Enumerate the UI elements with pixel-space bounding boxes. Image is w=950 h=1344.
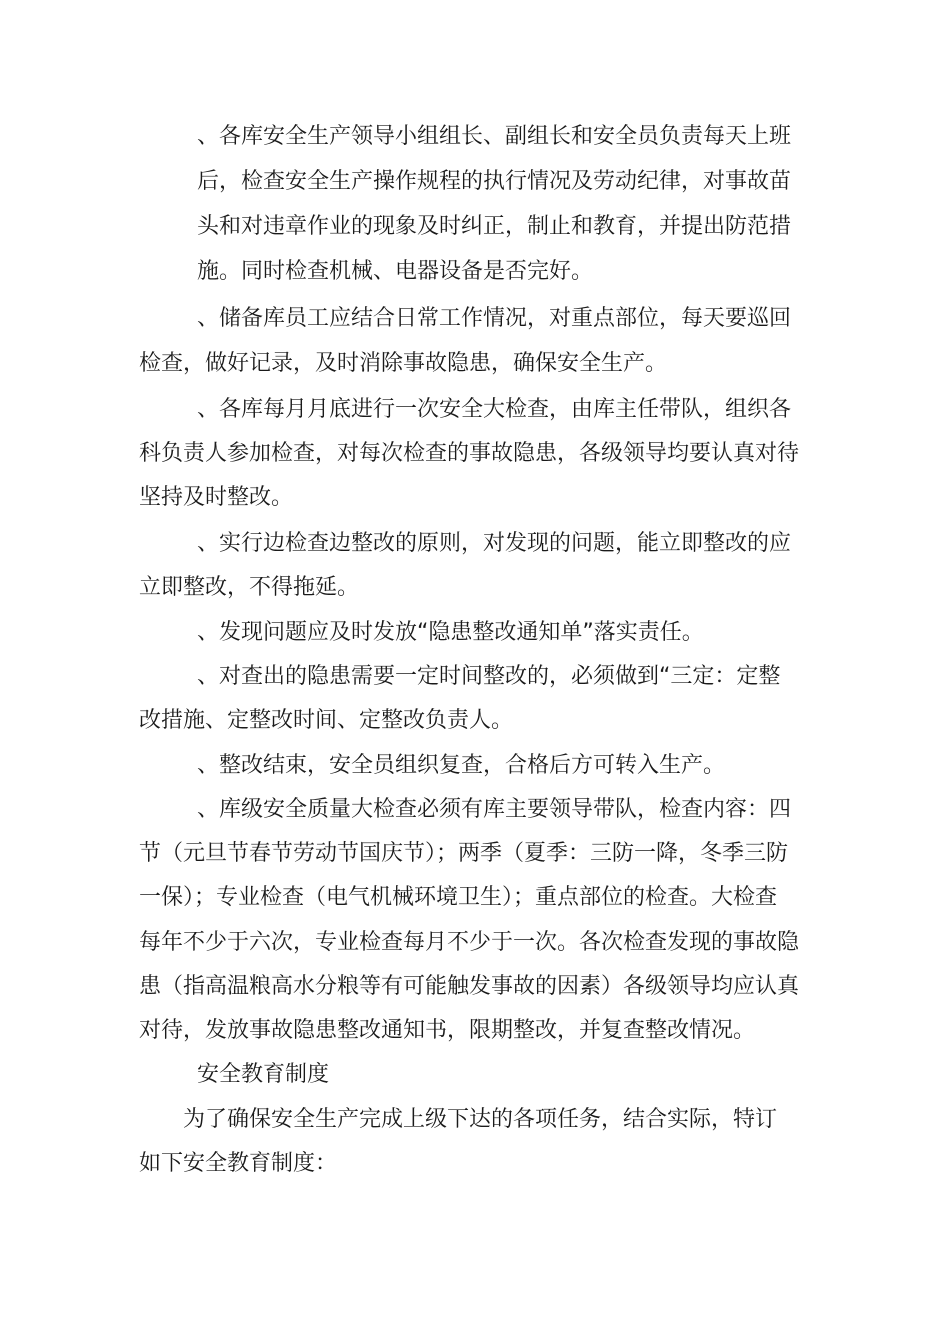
paragraph-line: 立即整改，不得拖延。 bbox=[139, 575, 360, 600]
paragraph-line: 后，检查安全生产操作规程的执行情况及劳动纪律，对事故苗 bbox=[197, 169, 792, 194]
paragraph-line: 患（指高温粮高水分粮等有可能触发事故的因素）各级领导均应认真 bbox=[139, 974, 800, 999]
paragraph-line: 、各库每月月底进行一次安全大检查，由库主任带队，组织各 bbox=[197, 397, 792, 422]
paragraph-line: 头和对违章作业的现象及时纠正，制止和教育，并提出防范措 bbox=[197, 214, 792, 239]
paragraph-line: 一保）；专业检查（电气机械环境卫生）；重点部位的检查。大检查 bbox=[139, 885, 778, 910]
paragraph-line: 检查，做好记录，及时消除事故隐患，确保安全生产。 bbox=[139, 351, 668, 376]
paragraph-line: 、发现问题应及时发放“隐患整改通知单”落实责任。 bbox=[197, 620, 704, 645]
paragraph-line: 、储备库员工应结合日常工作情况，对重点部位，每天要巡回 bbox=[197, 306, 792, 331]
paragraph-line: 对待，发放事故隐患整改通知书，限期整改，并复查整改情况。 bbox=[139, 1018, 756, 1043]
paragraph-line: 、库级安全质量大检查必须有库主要领导带队，检查内容：四 bbox=[197, 797, 792, 822]
paragraph-line: 、对查出的隐患需要一定时间整改的，必须做到“三定：定整 bbox=[197, 664, 781, 689]
section-title: 安全教育制度 bbox=[197, 1062, 330, 1087]
paragraph-line: 、各库安全生产领导小组组长、副组长和安全员负责每天上班 bbox=[197, 124, 792, 149]
intro-line: 为了确保安全生产完成上级下达的各项任务，结合实际，特订 bbox=[183, 1107, 778, 1132]
paragraph-line: 、实行边检查边整改的原则，对发现的问题，能立即整改的应 bbox=[197, 531, 792, 556]
paragraph-line: 每年不少于六次，专业检查每月不少于一次。各次检查发现的事故隐 bbox=[139, 930, 800, 955]
paragraph-line: 科负责人参加检查，对每次检查的事故隐患，各级领导均要认真对待 bbox=[139, 441, 800, 466]
intro-line: 如下安全教育制度： bbox=[139, 1151, 338, 1176]
paragraph-line: 改措施、定整改时间、定整改负责人。 bbox=[139, 708, 514, 733]
paragraph-line: 施。同时检查机械、电器设备是否完好。 bbox=[197, 259, 594, 284]
paragraph-line: 节（元旦节春节劳动节国庆节）；两季（夏季：三防一降，冬季三防 bbox=[139, 841, 789, 866]
paragraph-line: 坚持及时整改。 bbox=[139, 485, 294, 510]
paragraph-line: 、整改结束，安全员组织复查，合格后方可转入生产。 bbox=[197, 753, 726, 778]
